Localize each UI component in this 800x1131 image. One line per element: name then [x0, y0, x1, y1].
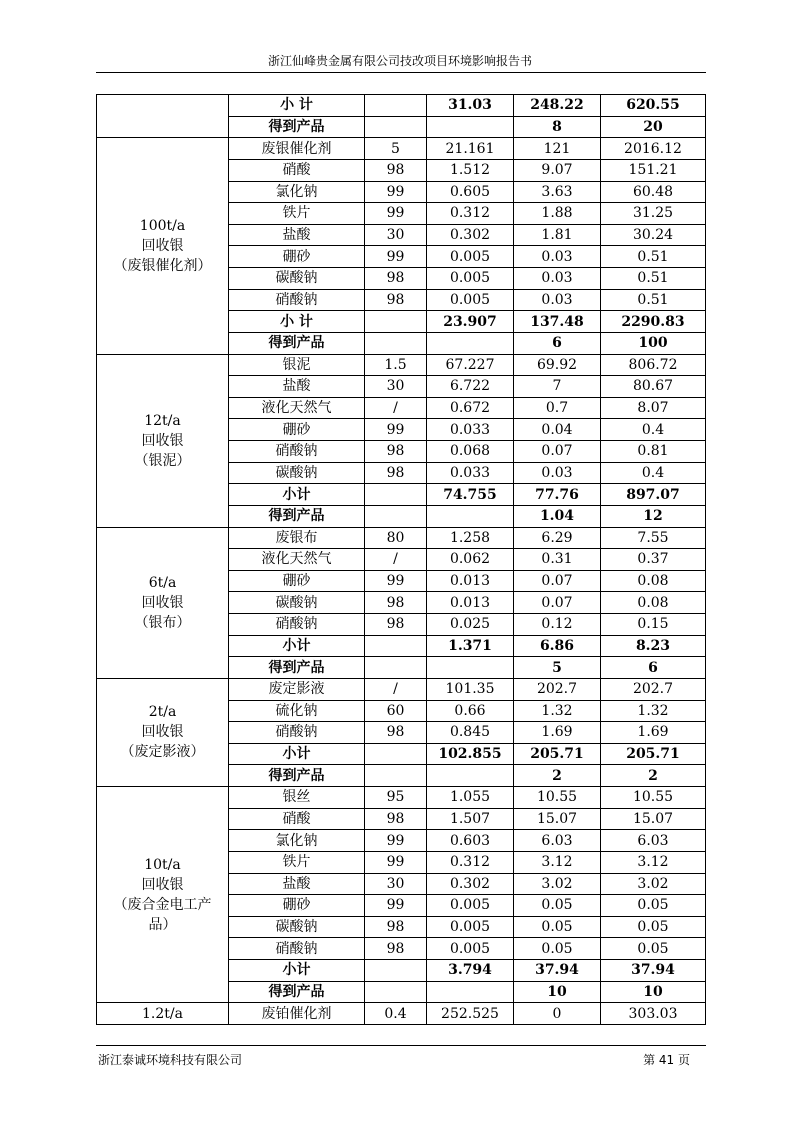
value-b-cell: 7: [514, 376, 601, 398]
group-label-cell: [97, 354, 229, 527]
purity-cell: 80: [365, 527, 427, 549]
material-name-cell: 小 计: [229, 311, 365, 333]
value-a-cell: 0.013: [427, 592, 514, 614]
value-a-cell: 0.302: [427, 224, 514, 246]
value-b-cell: 6.29: [514, 527, 601, 549]
value-b-cell: 3.12: [514, 851, 601, 873]
material-name-cell: 盐酸: [229, 873, 365, 895]
material-name-cell: 碳酸钠: [229, 592, 365, 614]
value-b-cell: 2: [514, 765, 601, 787]
group-label-line: 回收银: [141, 876, 184, 893]
material-name-cell: 盐酸: [229, 376, 365, 398]
material-name-cell: 得到产品: [229, 332, 365, 354]
value-b-cell: 77.76: [514, 484, 601, 506]
purity-cell: /: [365, 397, 427, 419]
value-a-cell: 0.062: [427, 549, 514, 571]
value-c-cell: 1.69: [601, 722, 706, 744]
group-label-line: 回收银: [141, 594, 184, 611]
value-c-cell: 6.03: [601, 830, 706, 852]
group-label-cell: [97, 95, 229, 138]
group-label-cell: [97, 787, 229, 1003]
value-a-cell: 0.005: [427, 938, 514, 960]
value-a-cell: 0.672: [427, 397, 514, 419]
purity-cell: 95: [365, 787, 427, 809]
group-label-cell: [97, 527, 229, 678]
value-c-cell: 37.94: [601, 960, 706, 982]
footer-company: 浙江泰诚环境科技有限公司: [98, 1053, 243, 1067]
purity-cell: 98: [365, 938, 427, 960]
value-c-cell: 60.48: [601, 181, 706, 203]
purity-cell: [365, 332, 427, 354]
value-c-cell: 2016.12: [601, 138, 706, 160]
value-a-cell: 74.755: [427, 484, 514, 506]
value-a-cell: 0.033: [427, 419, 514, 441]
group-label-line: 1.2t/a: [142, 1005, 183, 1022]
group-label-line: 品）: [148, 916, 177, 933]
value-b-cell: 0.05: [514, 895, 601, 917]
purity-cell: 1.5: [365, 354, 427, 376]
table-row: [97, 138, 706, 160]
value-a-cell: [427, 657, 514, 679]
materials-table-body: [97, 95, 706, 1025]
purity-cell: 30: [365, 376, 427, 398]
material-name-cell: 碳酸钠: [229, 462, 365, 484]
purity-cell: 0.4: [365, 1003, 427, 1025]
material-name-cell: 盐酸: [229, 224, 365, 246]
value-c-cell: 0.15: [601, 614, 706, 636]
material-name-cell: 小计: [229, 484, 365, 506]
value-c-cell: 31.25: [601, 203, 706, 225]
material-name-cell: 银丝: [229, 787, 365, 809]
material-name-cell: 氯化钠: [229, 830, 365, 852]
value-a-cell: 0.005: [427, 268, 514, 290]
value-c-cell: 8.07: [601, 397, 706, 419]
materials-table: [96, 94, 706, 1025]
purity-cell: 98: [365, 289, 427, 311]
material-name-cell: 硼砂: [229, 895, 365, 917]
material-name-cell: 硼砂: [229, 246, 365, 268]
purity-cell: [365, 765, 427, 787]
purity-cell: 30: [365, 873, 427, 895]
purity-cell: 98: [365, 159, 427, 181]
material-name-cell: 硝酸钠: [229, 441, 365, 463]
value-a-cell: 0.005: [427, 916, 514, 938]
material-name-cell: 得到产品: [229, 765, 365, 787]
value-b-cell: 8: [514, 116, 601, 138]
value-b-cell: 202.7: [514, 678, 601, 700]
value-b-cell: 0.03: [514, 268, 601, 290]
purity-cell: 98: [365, 462, 427, 484]
value-a-cell: 1.512: [427, 159, 514, 181]
group-label-line: 回收银: [141, 237, 184, 254]
material-name-cell: 得到产品: [229, 981, 365, 1003]
value-a-cell: [427, 505, 514, 527]
value-c-cell: 897.07: [601, 484, 706, 506]
value-c-cell: 205.71: [601, 743, 706, 765]
value-a-cell: 1.371: [427, 635, 514, 657]
value-c-cell: 3.02: [601, 873, 706, 895]
material-name-cell: 得到产品: [229, 116, 365, 138]
purity-cell: /: [365, 678, 427, 700]
group-label-line: （废合金电工产: [113, 896, 212, 913]
value-a-cell: 6.722: [427, 376, 514, 398]
group-label-cell: [97, 138, 229, 354]
value-c-cell: 303.03: [601, 1003, 706, 1025]
purity-cell: 98: [365, 441, 427, 463]
material-name-cell: 液化天然气: [229, 549, 365, 571]
table-row: [97, 354, 706, 376]
value-a-cell: 31.03: [427, 95, 514, 117]
group-label-line: 2t/a: [148, 704, 177, 721]
value-c-cell: 80.67: [601, 376, 706, 398]
purity-cell: [365, 505, 427, 527]
value-b-cell: 5: [514, 657, 601, 679]
group-label-line: （银泥）: [134, 452, 191, 469]
value-b-cell: 0.12: [514, 614, 601, 636]
purity-cell: 98: [365, 614, 427, 636]
group-label-line: 10t/a: [144, 856, 181, 873]
value-a-cell: 67.227: [427, 354, 514, 376]
value-b-cell: 205.71: [514, 743, 601, 765]
material-name-cell: 铁片: [229, 203, 365, 225]
value-a-cell: [427, 116, 514, 138]
value-c-cell: 202.7: [601, 678, 706, 700]
value-c-cell: 6: [601, 657, 706, 679]
material-name-cell: 得到产品: [229, 505, 365, 527]
group-label-cell: [97, 678, 229, 786]
value-b-cell: 137.48: [514, 311, 601, 333]
value-c-cell: 0.08: [601, 570, 706, 592]
value-a-cell: 1.507: [427, 808, 514, 830]
purity-cell: 99: [365, 830, 427, 852]
value-c-cell: 10: [601, 981, 706, 1003]
material-name-cell: 硝酸钠: [229, 614, 365, 636]
value-c-cell: 0.08: [601, 592, 706, 614]
purity-cell: 98: [365, 268, 427, 290]
material-name-cell: 硝酸钠: [229, 722, 365, 744]
purity-cell: /: [365, 549, 427, 571]
value-c-cell: 0.51: [601, 268, 706, 290]
purity-cell: [365, 95, 427, 117]
value-b-cell: 15.07: [514, 808, 601, 830]
value-a-cell: [427, 332, 514, 354]
material-name-cell: 硝酸钠: [229, 938, 365, 960]
value-b-cell: 0.31: [514, 549, 601, 571]
value-b-cell: 3.02: [514, 873, 601, 895]
value-a-cell: 0.603: [427, 830, 514, 852]
value-b-cell: 10.55: [514, 787, 601, 809]
value-c-cell: 0.4: [601, 419, 706, 441]
material-name-cell: 硼砂: [229, 570, 365, 592]
group-label-line: 回收银: [141, 432, 184, 449]
value-a-cell: 0.013: [427, 570, 514, 592]
value-b-cell: 37.94: [514, 960, 601, 982]
value-a-cell: 21.161: [427, 138, 514, 160]
value-a-cell: 1.258: [427, 527, 514, 549]
purity-cell: [365, 657, 427, 679]
purity-cell: [365, 960, 427, 982]
material-name-cell: 小计: [229, 635, 365, 657]
value-a-cell: 0.068: [427, 441, 514, 463]
material-name-cell: 废定影液: [229, 678, 365, 700]
value-b-cell: 0.03: [514, 289, 601, 311]
value-b-cell: 0.07: [514, 592, 601, 614]
value-a-cell: 0.605: [427, 181, 514, 203]
value-b-cell: 0.07: [514, 570, 601, 592]
table-row: [97, 527, 706, 549]
value-c-cell: 3.12: [601, 851, 706, 873]
value-c-cell: 0.51: [601, 289, 706, 311]
value-a-cell: 0.845: [427, 722, 514, 744]
material-name-cell: 小 计: [229, 95, 365, 117]
value-a-cell: 0.302: [427, 873, 514, 895]
material-name-cell: 硼砂: [229, 419, 365, 441]
value-c-cell: 0.05: [601, 938, 706, 960]
value-c-cell: 10.55: [601, 787, 706, 809]
material-name-cell: 硝酸: [229, 159, 365, 181]
value-b-cell: 0.05: [514, 938, 601, 960]
value-b-cell: 6: [514, 332, 601, 354]
value-b-cell: 1.69: [514, 722, 601, 744]
value-c-cell: 620.55: [601, 95, 706, 117]
value-b-cell: 6.03: [514, 830, 601, 852]
purity-cell: 98: [365, 722, 427, 744]
value-a-cell: 23.907: [427, 311, 514, 333]
value-b-cell: 1.81: [514, 224, 601, 246]
value-a-cell: 0.66: [427, 700, 514, 722]
value-b-cell: 0: [514, 1003, 601, 1025]
table-row: [97, 1003, 706, 1025]
value-c-cell: 30.24: [601, 224, 706, 246]
purity-cell: 30: [365, 224, 427, 246]
value-c-cell: 12: [601, 505, 706, 527]
value-a-cell: 0.312: [427, 203, 514, 225]
value-c-cell: 0.05: [601, 916, 706, 938]
group-label-line: 回收银: [141, 724, 184, 741]
purity-cell: 98: [365, 808, 427, 830]
purity-cell: 99: [365, 851, 427, 873]
value-c-cell: 7.55: [601, 527, 706, 549]
value-c-cell: 8.23: [601, 635, 706, 657]
value-a-cell: 252.525: [427, 1003, 514, 1025]
value-b-cell: 0.04: [514, 419, 601, 441]
material-name-cell: 小计: [229, 743, 365, 765]
material-name-cell: 硝酸: [229, 808, 365, 830]
value-a-cell: 0.312: [427, 851, 514, 873]
footer-divider: [96, 1045, 706, 1046]
value-c-cell: 0.81: [601, 441, 706, 463]
value-a-cell: 0.025: [427, 614, 514, 636]
material-name-cell: 废银催化剂: [229, 138, 365, 160]
group-label-line: （废定影液）: [120, 744, 205, 761]
purity-cell: 99: [365, 570, 427, 592]
purity-cell: [365, 743, 427, 765]
material-name-cell: 小计: [229, 960, 365, 982]
group-label-line: （废银催化剂）: [113, 257, 212, 274]
value-c-cell: 2290.83: [601, 311, 706, 333]
group-label-line: （银布）: [134, 614, 191, 631]
purity-cell: 98: [365, 916, 427, 938]
purity-cell: 99: [365, 203, 427, 225]
group-label-line: 12t/a: [144, 412, 181, 429]
value-b-cell: 9.07: [514, 159, 601, 181]
purity-cell: 99: [365, 246, 427, 268]
value-c-cell: 100: [601, 332, 706, 354]
value-b-cell: 1.88: [514, 203, 601, 225]
page-header-title: 浙江仙峰贵金属有限公司技改项目环境影响报告书: [267, 54, 532, 68]
material-name-cell: 液化天然气: [229, 397, 365, 419]
value-c-cell: 2: [601, 765, 706, 787]
value-c-cell: 20: [601, 116, 706, 138]
purity-cell: 5: [365, 138, 427, 160]
value-c-cell: 0.37: [601, 549, 706, 571]
value-c-cell: 151.21: [601, 159, 706, 181]
value-b-cell: 121: [514, 138, 601, 160]
value-a-cell: 0.005: [427, 246, 514, 268]
purity-cell: 99: [365, 895, 427, 917]
purity-cell: [365, 311, 427, 333]
value-b-cell: 0.07: [514, 441, 601, 463]
value-c-cell: 0.05: [601, 895, 706, 917]
material-name-cell: 硝酸钠: [229, 289, 365, 311]
table-row: [97, 95, 706, 117]
material-name-cell: 铁片: [229, 851, 365, 873]
table-row: [97, 678, 706, 700]
value-a-cell: 102.855: [427, 743, 514, 765]
value-b-cell: 10: [514, 981, 601, 1003]
value-c-cell: 806.72: [601, 354, 706, 376]
purity-cell: 99: [365, 181, 427, 203]
purity-cell: [365, 116, 427, 138]
group-label-cell: [97, 1003, 229, 1025]
purity-cell: [365, 981, 427, 1003]
value-a-cell: 1.055: [427, 787, 514, 809]
value-a-cell: [427, 765, 514, 787]
value-c-cell: 0.4: [601, 462, 706, 484]
value-b-cell: 6.86: [514, 635, 601, 657]
purity-cell: [365, 484, 427, 506]
table-row: [97, 787, 706, 809]
header-divider: [96, 72, 706, 73]
value-b-cell: 0.05: [514, 916, 601, 938]
group-label-line: 100t/a: [139, 217, 186, 234]
value-b-cell: 248.22: [514, 95, 601, 117]
group-label-line: 6t/a: [148, 574, 177, 591]
value-b-cell: 0.03: [514, 462, 601, 484]
value-b-cell: 1.32: [514, 700, 601, 722]
purity-cell: 98: [365, 592, 427, 614]
value-a-cell: [427, 981, 514, 1003]
material-name-cell: 得到产品: [229, 657, 365, 679]
material-name-cell: 氯化钠: [229, 181, 365, 203]
value-c-cell: 0.51: [601, 246, 706, 268]
value-a-cell: 0.033: [427, 462, 514, 484]
value-a-cell: 0.005: [427, 289, 514, 311]
value-b-cell: 0.03: [514, 246, 601, 268]
value-c-cell: 1.32: [601, 700, 706, 722]
purity-cell: 60: [365, 700, 427, 722]
material-name-cell: 废银布: [229, 527, 365, 549]
value-b-cell: 3.63: [514, 181, 601, 203]
value-a-cell: 3.794: [427, 960, 514, 982]
value-c-cell: 15.07: [601, 808, 706, 830]
value-b-cell: 69.92: [514, 354, 601, 376]
value-a-cell: 101.35: [427, 678, 514, 700]
value-b-cell: 0.7: [514, 397, 601, 419]
purity-cell: 99: [365, 419, 427, 441]
purity-cell: [365, 635, 427, 657]
footer-page-number: 第 41 页: [643, 1053, 690, 1067]
value-b-cell: 1.04: [514, 505, 601, 527]
material-name-cell: 银泥: [229, 354, 365, 376]
material-name-cell: 废铂催化剂: [229, 1003, 365, 1025]
material-name-cell: 碳酸钠: [229, 916, 365, 938]
material-name-cell: 硫化钠: [229, 700, 365, 722]
material-name-cell: 碳酸钠: [229, 268, 365, 290]
value-a-cell: 0.005: [427, 895, 514, 917]
